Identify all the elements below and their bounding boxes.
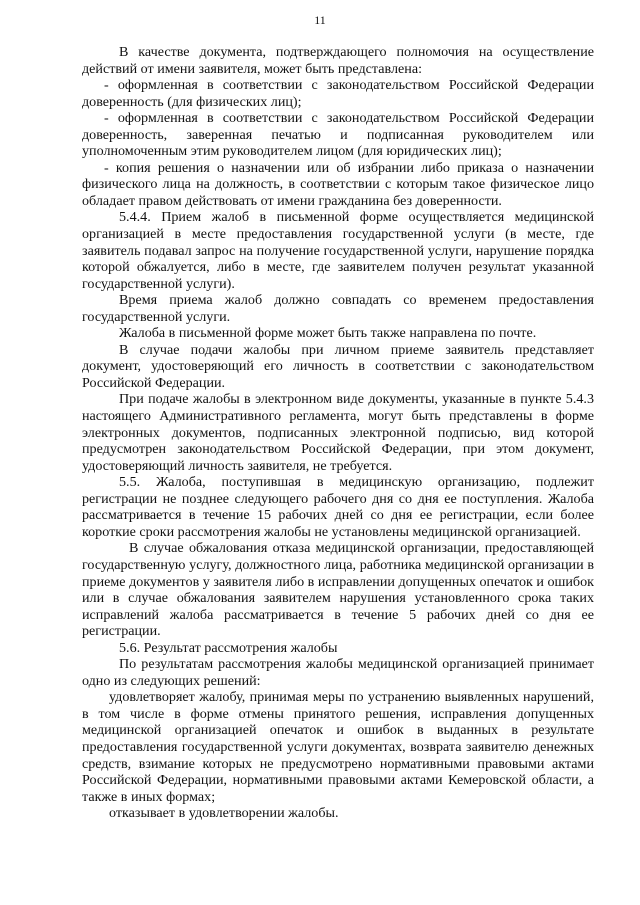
paragraph-personal-submission: В случае подачи жалобы при личном приеме заявитель представляет документ, удостоверяющий его личность в соответствии с законодательством Российской Федерации. xyxy=(82,341,594,391)
list-item-satisfy-complaint: удовлетворяет жалобу, принимая меры по устранению выявленных нарушений, в том числе в форме отмены принятого решения, исправления допущенных медицинской организацией опечаток и ошибок в выданных в результате предоставления государственной услуги документах, возврата заявителю денежных средств, взимание которых не предусмотрено нормативными правовыми актами Российской Федерации, нормативными правовыми актами Кемеровской области, а также в иных формах; xyxy=(82,689,594,805)
paragraph-refusal-appeal: В случае обжалования отказа медицинской организации, предоставляющей государственную услугу, должностного лица, работника медицинской организации в приеме документов у заявителя либо в исправлении допущенных опечаток и ошибок или в случае обжалования заявителем нарушения установленного срока таких исправлений жалоба рассматривается в течение 5 рабочих дней со дня ее регистрации. xyxy=(82,540,594,640)
list-item-reject-complaint: отказывает в удовлетворении жалобы. xyxy=(109,805,339,822)
paragraph-mail-complaint: Жалоба в письменной форме может быть также направлена по почте. xyxy=(119,325,537,342)
paragraph-electronic-submission: При подаче жалобы в электронном виде документы, указанные в пункте 5.4.3 настоящего Административного регламента, могут быть представлены в форме электронных документов, подписанных электронной подписью, вид которой предусмотрен законодательством Российской Федерации, при этом документ, удостоверяющий личность заявителя, не требуется. xyxy=(82,391,594,474)
paragraph-reception-time: Время приема жалоб должно совпадать со временем предоставления государственной услуги. xyxy=(82,292,594,325)
list-item-power-of-attorney-individuals: - оформленная в соответствии с законодательством Российской Федерации доверенность (для физических лиц); xyxy=(82,77,594,110)
section-heading-5-6: 5.6. Результат рассмотрения жалобы xyxy=(119,639,338,656)
paragraph-decision-options: По результатам рассмотрения жалобы медицинской организацией принимает одно из следующих решений: xyxy=(82,656,594,689)
paragraph-5-4-4: 5.4.4. Прием жалоб в письменной форме осуществляется медицинской организацией в месте предоставления государственной услуги (в месте, где заявитель подавал запрос на получение государственной услуги, нарушение порядка которой обжалуется, либо в месте, где заявителем получен результат указанной государственной услуги). xyxy=(82,209,594,292)
list-item-power-of-attorney-legal-entities: - оформленная в соответствии с законодательством Российской Федерации доверенность, заверенная печатью и подписанная руководителем или уполномоченным этим руководителем лицом (для юридических лиц); xyxy=(82,110,594,160)
paragraph-5-5: 5.5. Жалоба, поступившая в медицинскую организацию, подлежит регистрации не позднее следующего рабочего дня со дня ее поступления. Жалоба рассматривается в течение 15 рабочих дней со дня ее регистрации, если более короткие сроки рассмотрения жалобы не установлены медицинской организацией. xyxy=(82,474,594,540)
list-item-appointment-decision-copy: - копия решения о назначении или об избрании либо приказа о назначении физического лица на должность, в соответствии с которым такое физическое лицо обладает правом действовать от имени гражданина без доверенности. xyxy=(82,159,594,209)
document-body xyxy=(82,44,594,822)
page-number: 11 xyxy=(314,13,326,27)
paragraph-authority-documents: В качестве документа, подтверждающего полномочия на осуществление действий от имени заявителя, может быть представлена: xyxy=(82,44,594,77)
